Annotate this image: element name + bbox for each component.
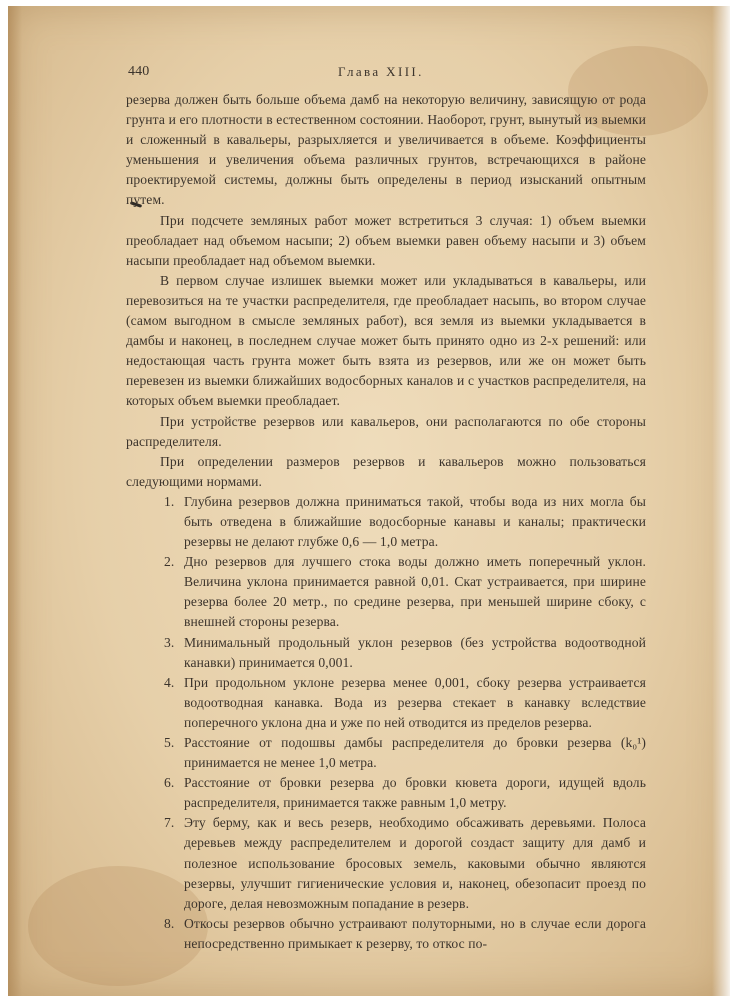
- list-number: 4.: [164, 674, 175, 690]
- page-number: 440: [128, 64, 150, 79]
- book-page: [126, 58, 646, 954]
- list-text: При продольном уклоне резерва менее 0,001, сбоку резерва устраивается водоотводная канавка. Вода из резерва стекает в канавку вследствие поперечного уклона дна и уже по ней отводится из пределов резерва.: [184, 674, 646, 730]
- paragraph: В первом случае излишек выемки может или укладываться в кавальеры, или перевозиться на те участки распределителя, где преобладает насыпь, во втором случае (самом выгодном в смысле земляных работ), вся земля из выемки укладывается в дамбы и наконец, в последнем случае может быть принято одно из 2-х решений: или недостающая часть грунта может быть взята из резервов, или же он может быть перевезен из выемки ближайших водосборных каналов и с участков распределителя, на которых объем выемки преобладает.: [126, 272, 646, 409]
- list-item: [164, 492, 646, 552]
- list-number: 7.: [164, 815, 175, 831]
- list-number: 8.: [164, 915, 175, 931]
- list-number: 2.: [164, 554, 175, 570]
- list-item: [164, 773, 646, 813]
- list-text: Расстояние от бровки резерва до бровки кювета дороги, идущей вдоль распределителя, принимается также равным 1,0 метру.: [184, 775, 646, 811]
- paragraph: При устройстве резервов или кавальеров, они располагаются по обе стороны распределителя.: [126, 413, 646, 449]
- list-item: [164, 633, 646, 673]
- list-number: 6.: [164, 775, 175, 791]
- list-text: Дно резервов для лучшего стока воды должно иметь поперечный уклон. Величина уклона принимается равной 0,01. Скат устраивается, при ширине резерва более 20 метр., по средине резерва, при меньшей ширине сбоку, с внешней стороны резерва.: [184, 554, 646, 630]
- list-text: Расстояние от подошвы дамбы распределителя до бровки резерва (k₀¹) принимается не менее 1,0 метра.: [184, 735, 646, 771]
- page-edge-highlight: [712, 6, 730, 996]
- list-item: [164, 552, 646, 632]
- list-item: [164, 813, 646, 913]
- list-text: Минимальный продольный уклон резервов (без устройства водоотводной канавки) принимается 0,001.: [184, 634, 646, 670]
- chapter-heading: Глава XIII.: [338, 64, 424, 79]
- list-item: [164, 733, 646, 773]
- list-number: 5.: [164, 735, 175, 750]
- norms-list: [126, 492, 646, 954]
- page-edge-shadow: [8, 6, 22, 996]
- list-text: Откосы резервов обычно устраивают полуторными, но в случае если дорога непосредственно примыкает к резерву, то откос по-: [184, 915, 646, 951]
- paragraph: При определении размеров резервов и кавальеров можно пользоваться следующими нормами.: [126, 453, 646, 489]
- list-item: [164, 914, 646, 954]
- list-item: [164, 673, 646, 733]
- list-number: 3.: [164, 634, 175, 650]
- list-text: Глубина резервов должна приниматься такой, чтобы вода из них могла бы быть отведена в ближайшие водосборные канавы и каналы; практически резервы не делают глубже 0,6 — 1,0 метра.: [184, 493, 646, 550]
- running-head: [126, 58, 646, 82]
- paragraph: резерва должен быть больше объема дамб на некоторую величину, зависящую от рода грунта и его плотности в естественном состоянии. Наоборот, грунт, вынутый из выемки и сложенный в кавальеры, разрыхляется и увеличивается в объеме. Коэффициенты уменьшения и увеличения объема различных грунтов, встречающихся в районе проектируемой системы, должны быть определены в период изысканий опытным путем.: [126, 92, 646, 208]
- list-number: 1.: [164, 493, 175, 509]
- list-text: Эту берму, как и весь резерв, необходимо обсаживать деревьями. Полоса деревьев между распределителем и дорогой создаст защиту для дамб и полезное использование бросовых земель, каковыми обычно являются резервы, улучшит гигиенические условия и, наконец, обезопасит проезд по дороге, делая невозможным попадание в резерв.: [184, 815, 646, 911]
- paragraph: При подсчете земляных работ может встретиться 3 случая: 1) объем выемки преобладает над объемом насыпи; 2) объем выемки равен объему насыпи и 3) объем насыпи преобладает над объемом выемки.: [126, 212, 646, 268]
